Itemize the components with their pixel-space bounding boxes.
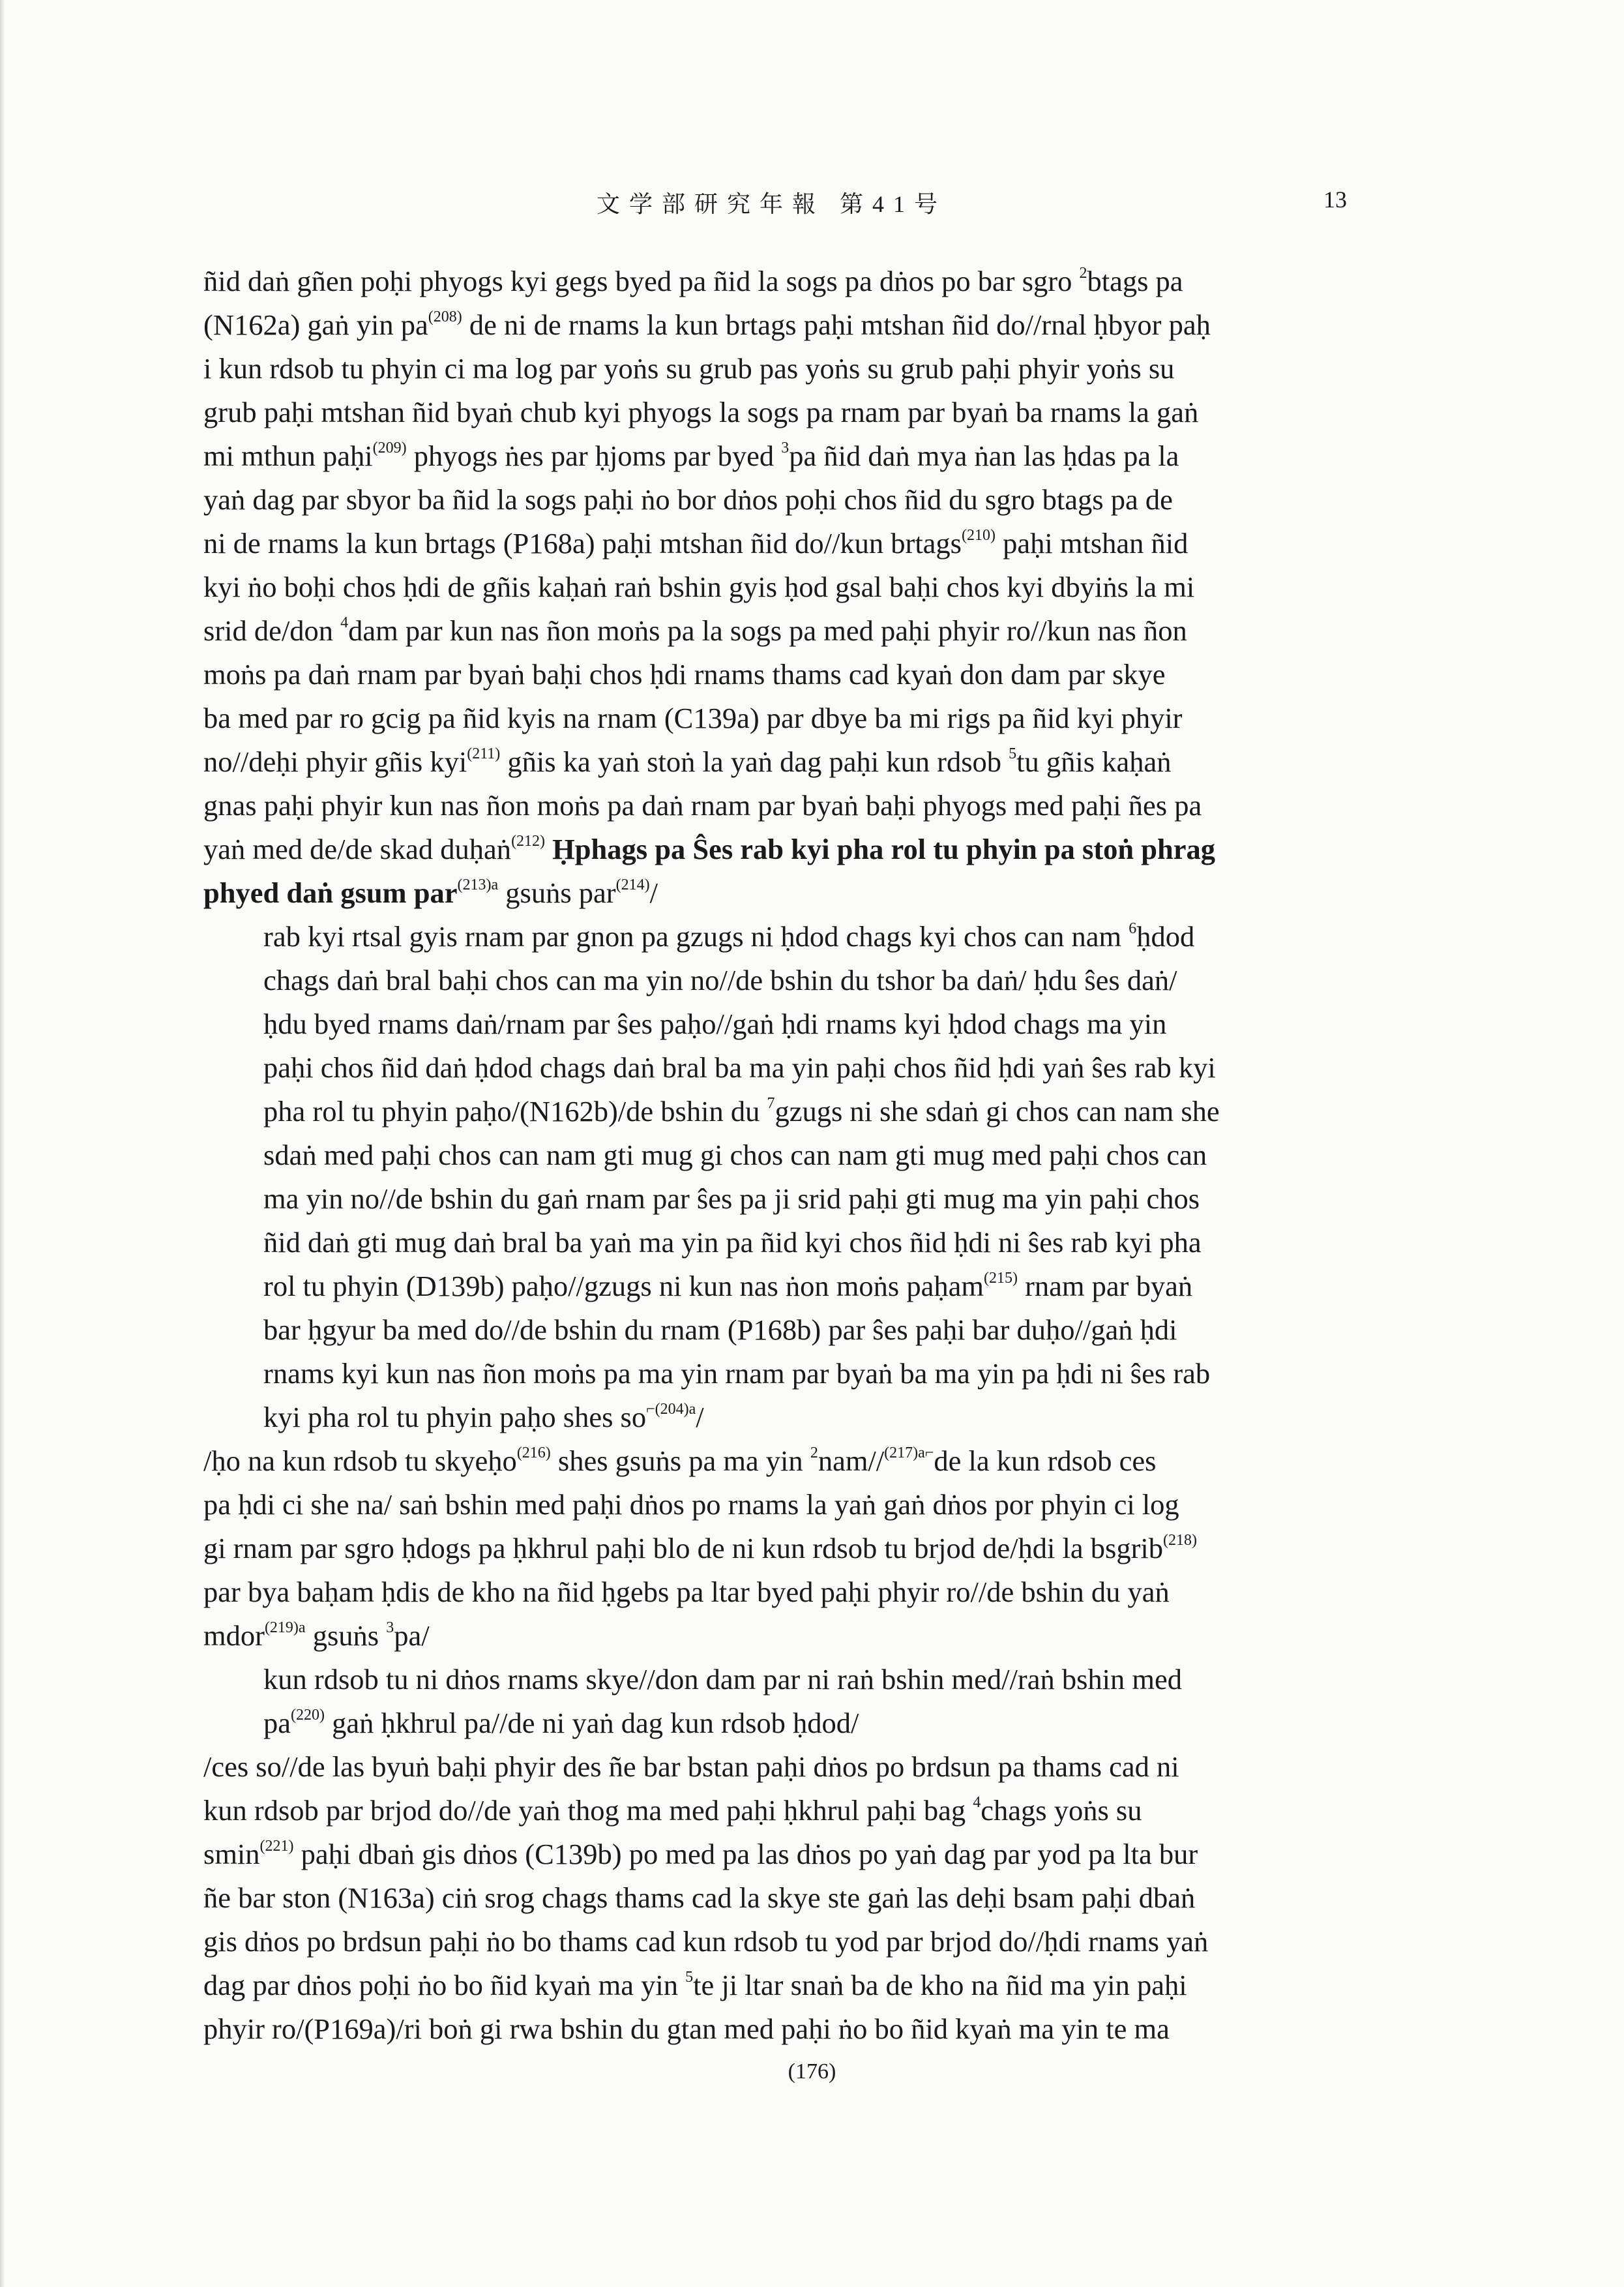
text-span: gis dṅos po brdsun paḥi ṅo bo thams cad kun rdsob tu yod par brjod do//ḥdi rnams yaṅ bbox=[203, 1925, 1209, 1958]
footnote-marker: (210) bbox=[962, 527, 996, 544]
text-span: phyir ro/(P169a)/ri boṅ gi rwa bshin du gtan med paḥi ṅo bo ñid kyaṅ ma yin te ma bbox=[203, 2012, 1170, 2045]
text-span: kyi pha rol tu phyin paḥo shes so bbox=[263, 1401, 647, 1433]
text-span: de ni de rnams la kun brtags paḥi mtshan ñid do//rnal ḥbyor paḥ bbox=[462, 308, 1211, 341]
text-span: paḥi mtshan ñid bbox=[995, 527, 1188, 560]
text-line bbox=[203, 1745, 1383, 1789]
text-span: rab kyi rtsal gyis rnam par gnon pa gzugs ni ḥdod chags kyi chos can nam bbox=[263, 920, 1129, 953]
text-span: rnams kyi kun nas ñon moṅs pa ma yin rnam par byaṅ ba ma yin pa ḥdi ni ŝes rab bbox=[263, 1357, 1211, 1390]
text-line bbox=[203, 1396, 1383, 1439]
footnote-marker: (208) bbox=[428, 308, 462, 325]
text-span: Ḥphags pa Ŝes rab kyi pha rol tu phyin pa stoṅ phrag bbox=[552, 833, 1216, 865]
text-span: i kun rdsob tu phyin ci ma log par yoṅs su grub pas yoṅs su grub paḥi phyir yoṅs su bbox=[203, 352, 1175, 385]
text-span: gsuṅs bbox=[305, 1619, 387, 1652]
text-line bbox=[203, 1439, 1383, 1483]
text-span: phyed daṅ gsum par bbox=[203, 876, 458, 909]
footnote-marker: (221) bbox=[259, 1838, 294, 1855]
text-span: chags yoṅs su bbox=[981, 1794, 1142, 1827]
text-span: rnam par byaṅ bbox=[1017, 1270, 1193, 1302]
footer-page-label: (176) bbox=[788, 2059, 836, 2084]
running-head bbox=[0, 186, 1624, 218]
text-span: paḥi dbaṅ gis dṅos (C139b) po med pa las dṅos po yaṅ dag par yod pa lta bur bbox=[293, 1838, 1198, 1870]
footnote-marker: (218) bbox=[1163, 1532, 1197, 1549]
text-span: bar ḥgyur ba med do//de bshin du rnam (P168b) par ŝes paḥi bar duḥo//gaṅ ḥdi bbox=[263, 1313, 1177, 1346]
text-line bbox=[203, 1308, 1383, 1352]
text-span: kun rdsob tu ni dṅos rnams skye//don dam par ni raṅ bshin med//raṅ bshin med bbox=[263, 1663, 1182, 1696]
text-span: pa bbox=[263, 1707, 291, 1739]
footnote-marker: (212) bbox=[511, 833, 546, 850]
text-line bbox=[203, 1832, 1383, 1876]
text-span: tu gñis kaḥaṅ bbox=[1016, 745, 1172, 778]
text-line bbox=[203, 1483, 1383, 1527]
text-span: gsuṅs par bbox=[498, 876, 616, 909]
text-span: (N162a) gaṅ yin pa bbox=[203, 308, 428, 341]
text-span: yaṅ med de/de skad duḥaṅ bbox=[203, 833, 512, 865]
text-span: ni de rnams la kun brtags (P168a) paḥi mtshan ñid do//kun brtags bbox=[203, 527, 962, 560]
footnote-marker: (211) bbox=[467, 745, 501, 762]
footnote-marker: (216) bbox=[516, 1444, 551, 1461]
text-span: srid de/don bbox=[203, 614, 341, 647]
footnote-marker: 6 bbox=[1129, 920, 1137, 937]
text-span: gaṅ ḥkhrul pa//de ni yaṅ dag kun rdsob ḥdod/ bbox=[325, 1707, 859, 1739]
text-span: de la kun rdsob ces bbox=[934, 1444, 1157, 1477]
text-line bbox=[203, 740, 1383, 784]
footnote-marker: 3 bbox=[386, 1619, 394, 1636]
text-span: pa ñid daṅ mya ṅan las ḥdas pa la bbox=[789, 440, 1179, 472]
footnote-marker: (217)a⌐ bbox=[884, 1444, 934, 1461]
text-line bbox=[203, 1046, 1383, 1090]
text-span: gzugs ni she sdaṅ gi chos can nam she bbox=[775, 1095, 1220, 1128]
text-line bbox=[203, 347, 1383, 391]
text-span: yaṅ dag par sbyor ba ñid la sogs paḥi ṅo bor dṅos poḥi chos ñid du sgro btags pa de bbox=[203, 483, 1173, 516]
text-span: shes gsuṅs pa ma yin bbox=[550, 1444, 810, 1477]
text-line bbox=[203, 1090, 1383, 1133]
text-span: rol tu phyin (D139b) paḥo//gzugs ni kun nas ṅon moṅs paḥam bbox=[263, 1270, 984, 1302]
text-line bbox=[203, 609, 1383, 653]
text-line bbox=[203, 959, 1383, 1002]
text-line bbox=[203, 1352, 1383, 1396]
text-span: ñe bar ston (N163a) ciṅ srog chags thams cad la skye ste gaṅ las deḥi bsam paḥi dbaṅ bbox=[203, 1881, 1196, 1914]
text-line bbox=[203, 522, 1383, 565]
text-line bbox=[203, 696, 1383, 740]
text-span: ḥdu byed rnams daṅ/rnam par ŝes paḥo//gaṅ ḥdi rnams kyi ḥdod chags ma yin bbox=[263, 1008, 1167, 1040]
text-span: ba med par ro gcig pa ñid kyis na rnam (C139a) par dbye ba mi rigs pa ñid kyi phyir bbox=[203, 702, 1183, 734]
text-line bbox=[203, 260, 1383, 303]
text-span: dam par kun nas ñon moṅs pa la sogs pa med paḥi phyir ro//kun nas ñon bbox=[348, 614, 1187, 647]
text-span: kun rdsob par brjod do//de yaṅ thog ma med paḥi ḥkhrul paḥi bag bbox=[203, 1794, 973, 1827]
page-number: 13 bbox=[1323, 187, 1347, 213]
text-span: grub paḥi mtshan ñid byaṅ chub kyi phyogs la sogs pa rnam par byaṅ ba rnams la gaṅ bbox=[203, 396, 1199, 428]
text-span: ñid daṅ gti mug daṅ bral ba yaṅ ma yin pa ñid kyi chos ñid ḥdi ni ŝes rab kyi pha bbox=[263, 1226, 1202, 1259]
footnote-marker: (219)a bbox=[264, 1619, 306, 1636]
footnote-marker: 4 bbox=[340, 614, 349, 631]
text-span: btags pa bbox=[1087, 265, 1183, 297]
text-line bbox=[203, 565, 1383, 609]
text-line bbox=[203, 391, 1383, 434]
text-span bbox=[545, 833, 552, 865]
footnote-marker: 2 bbox=[810, 1444, 818, 1461]
text-span: paḥi chos ñid daṅ ḥdod chags daṅ bral ba ma yin paḥi chos ñid ḥdi yaṅ ŝes rab kyi bbox=[263, 1051, 1216, 1084]
text-line bbox=[203, 2007, 1383, 2051]
text-line bbox=[203, 1964, 1383, 2007]
text-line bbox=[203, 1658, 1383, 1701]
page-edge bbox=[0, 0, 4, 2287]
text-line bbox=[203, 303, 1383, 347]
text-span: kyi ṅo boḥi chos ḥdi de gñis kaḥaṅ raṅ bshin gyis ḥod gsal baḥi chos kyi dbyiṅs la mi bbox=[203, 571, 1195, 603]
text-line bbox=[203, 1701, 1383, 1745]
text-line bbox=[203, 653, 1383, 696]
text-span: gi rnam par sgro ḥdogs pa ḥkhrul paḥi blo de ni kun rdsob tu brjod de/ḥdi la bsgrib bbox=[203, 1532, 1163, 1564]
text-line bbox=[203, 1614, 1383, 1658]
text-line bbox=[203, 1221, 1383, 1264]
text-span: nam// bbox=[818, 1444, 885, 1477]
text-line bbox=[203, 1789, 1383, 1832]
footnote-marker: 7 bbox=[767, 1095, 775, 1112]
text-span: / bbox=[649, 876, 658, 909]
text-span: mdor bbox=[203, 1619, 265, 1652]
body-text bbox=[203, 260, 1383, 2051]
footnote-marker: (220) bbox=[291, 1707, 325, 1724]
text-span: ḥdod bbox=[1136, 920, 1195, 953]
text-span: no//deḥi phyir gñis kyi bbox=[203, 745, 467, 778]
text-line bbox=[203, 1264, 1383, 1308]
text-line bbox=[203, 915, 1383, 959]
footnote-marker: (215) bbox=[983, 1270, 1018, 1287]
text-span: sdaṅ med paḥi chos can nam gti mug gi chos can nam gti mug med paḥi chos can bbox=[263, 1139, 1207, 1171]
text-span: pa/ bbox=[394, 1619, 430, 1652]
text-line bbox=[203, 1570, 1383, 1614]
footnote-marker: (214) bbox=[615, 876, 650, 893]
footnote-marker: 2 bbox=[1079, 265, 1087, 282]
text-span: ma yin no//de bshin du gaṅ rnam par ŝes pa ji srid paḥi gti mug ma yin paḥi chos bbox=[263, 1182, 1200, 1215]
text-span: gñis ka yaṅ stoṅ la yaṅ dag paḥi kun rdsob bbox=[500, 745, 1009, 778]
text-line bbox=[203, 871, 1383, 915]
text-span: chags daṅ bral baḥi chos can ma yin no//de bshin du tshor ba daṅ/ ḥdu ŝes daṅ/ bbox=[263, 964, 1177, 996]
text-line bbox=[203, 1133, 1383, 1177]
footnote-marker: (213)a bbox=[457, 876, 499, 893]
text-line bbox=[203, 1177, 1383, 1221]
text-line bbox=[203, 828, 1383, 871]
footnote-marker: 3 bbox=[781, 440, 790, 456]
text-span: dag par dṅos poḥi ṅo bo ñid kyaṅ ma yin bbox=[203, 1969, 686, 2001]
text-line bbox=[203, 434, 1383, 478]
text-span: mi mthun paḥi bbox=[203, 440, 373, 472]
text-span: te ji ltar snaṅ ba de kho na ñid ma yin paḥi bbox=[693, 1969, 1187, 2001]
text-line bbox=[203, 784, 1383, 828]
text-line bbox=[203, 1527, 1383, 1570]
footnote-marker: ⌐(204)a bbox=[646, 1401, 696, 1418]
journal-title: 文学部研究年報 第41号 bbox=[597, 191, 947, 217]
text-span: gnas paḥi phyir kun nas ñon moṅs pa daṅ rnam par byaṅ baḥi phyogs med paḥi ñes pa bbox=[203, 789, 1202, 822]
text-line bbox=[203, 1876, 1383, 1920]
text-span: pa ḥdi ci she na/ saṅ bshin med paḥi dṅos po rnams la yaṅ gaṅ dṅos por phyin ci log bbox=[203, 1488, 1179, 1521]
footnote-marker: 5 bbox=[685, 1969, 694, 1986]
text-span: /ḥo na kun rdsob tu skyeḥo bbox=[203, 1444, 517, 1477]
footnote-marker: 4 bbox=[973, 1794, 981, 1811]
text-span: par bya baḥam ḥdis de kho na ñid ḥgebs pa ltar byed paḥi phyir ro//de bshin du yaṅ bbox=[203, 1576, 1170, 1608]
footnote-marker: (209) bbox=[372, 440, 407, 456]
text-span: ñid daṅ gñen poḥi phyogs kyi gegs byed pa ñid la sogs pa dṅos po bar sgro bbox=[203, 265, 1080, 297]
footnote-marker: 5 bbox=[1009, 745, 1017, 762]
text-line bbox=[203, 1002, 1383, 1046]
text-line bbox=[203, 1920, 1383, 1964]
text-line bbox=[203, 478, 1383, 522]
text-span: / bbox=[696, 1401, 704, 1433]
text-span: pha rol tu phyin paḥo/(N162b)/de bshin du bbox=[263, 1095, 767, 1128]
text-span: moṅs pa daṅ rnam par byaṅ baḥi chos ḥdi rnams thams cad kyaṅ don dam par skye bbox=[203, 658, 1166, 691]
text-span: smin bbox=[203, 1838, 260, 1870]
text-span: /ces so//de las byuṅ baḥi phyir des ñe bar bstan paḥi dṅos po brdsun pa thams cad ni bbox=[203, 1750, 1179, 1783]
text-span: phyogs ṅes par ḥjoms par byed bbox=[406, 440, 782, 472]
